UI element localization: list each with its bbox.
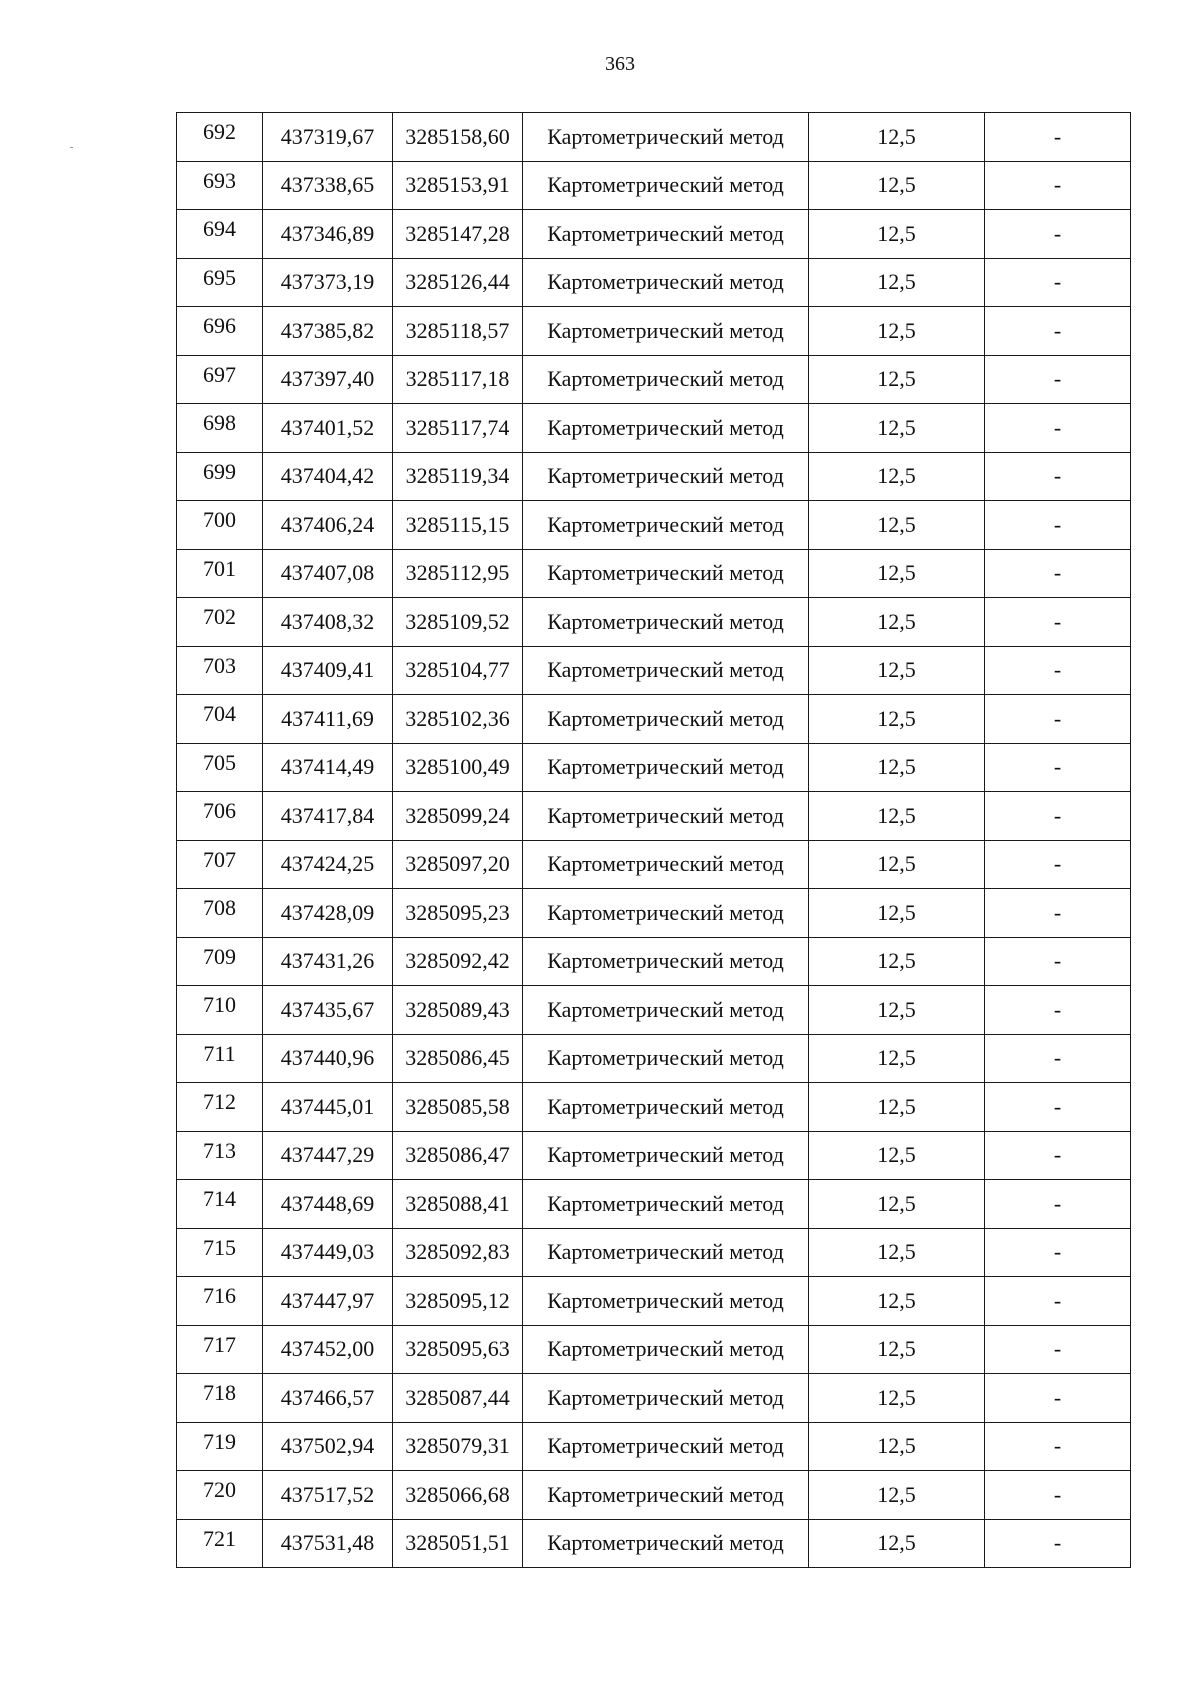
table-row: [177, 161, 1131, 210]
method-cell: Картометрический метод: [523, 743, 809, 792]
accuracy-cell: 12,5: [809, 1374, 985, 1423]
accuracy-cell: 12,5: [809, 404, 985, 453]
x-coordinate-cell: 437502,94: [263, 1422, 393, 1471]
y-coordinate-cell: 3285115,15: [393, 501, 523, 550]
table-row: [177, 840, 1131, 889]
method-cell: Картометрический метод: [523, 937, 809, 986]
y-coordinate-cell: 3285153,91: [393, 161, 523, 210]
x-coordinate-cell: 437424,25: [263, 840, 393, 889]
table-row: [177, 1471, 1131, 1520]
note-cell: -: [985, 598, 1131, 647]
accuracy-cell: 12,5: [809, 549, 985, 598]
table-row: [177, 889, 1131, 938]
x-coordinate-cell: 437431,26: [263, 937, 393, 986]
table-row: [177, 113, 1131, 162]
x-coordinate-cell: 437411,69: [263, 695, 393, 744]
x-coordinate-cell: 437338,65: [263, 161, 393, 210]
note-cell: -: [985, 307, 1131, 356]
page-number: 363: [605, 53, 635, 75]
accuracy-cell: 12,5: [809, 743, 985, 792]
x-coordinate-cell: 437385,82: [263, 307, 393, 356]
method-cell: Картометрический метод: [523, 1034, 809, 1083]
note-cell: -: [985, 889, 1131, 938]
note-cell: -: [985, 695, 1131, 744]
accuracy-cell: 12,5: [809, 598, 985, 647]
table-row: [177, 937, 1131, 986]
accuracy-cell: 12,5: [809, 210, 985, 259]
table-row: [177, 501, 1131, 550]
method-cell: Картометрический метод: [523, 1519, 809, 1568]
point-number-cell: 718: [177, 1374, 263, 1423]
table-row: [177, 549, 1131, 598]
table-row: [177, 1034, 1131, 1083]
table-row: [177, 1325, 1131, 1374]
method-cell: Картометрический метод: [523, 1083, 809, 1132]
x-coordinate-cell: 437452,00: [263, 1325, 393, 1374]
point-number-cell: 711: [177, 1034, 263, 1083]
note-cell: -: [985, 1471, 1131, 1520]
x-coordinate-cell: 437447,29: [263, 1131, 393, 1180]
method-cell: Картометрический метод: [523, 113, 809, 162]
x-coordinate-cell: 437406,24: [263, 501, 393, 550]
x-coordinate-cell: 437517,52: [263, 1471, 393, 1520]
y-coordinate-cell: 3285112,95: [393, 549, 523, 598]
table-row: [177, 792, 1131, 841]
accuracy-cell: 12,5: [809, 113, 985, 162]
table-row: [177, 258, 1131, 307]
method-cell: Картометрический метод: [523, 1180, 809, 1229]
method-cell: Картометрический метод: [523, 307, 809, 356]
y-coordinate-cell: 3285126,44: [393, 258, 523, 307]
note-cell: -: [985, 840, 1131, 889]
note-cell: -: [985, 743, 1131, 792]
accuracy-cell: 12,5: [809, 1519, 985, 1568]
x-coordinate-cell: 437401,52: [263, 404, 393, 453]
point-number-cell: 714: [177, 1180, 263, 1229]
accuracy-cell: 12,5: [809, 1471, 985, 1520]
point-number-cell: 692: [177, 113, 263, 162]
table-row: [177, 1228, 1131, 1277]
table-row: [177, 210, 1131, 259]
point-number-cell: 706: [177, 792, 263, 841]
method-cell: Картометрический метод: [523, 792, 809, 841]
note-cell: -: [985, 646, 1131, 695]
point-number-cell: 715: [177, 1228, 263, 1277]
y-coordinate-cell: 3285066,68: [393, 1471, 523, 1520]
method-cell: Картометрический метод: [523, 1228, 809, 1277]
accuracy-cell: 12,5: [809, 501, 985, 550]
point-number-cell: 705: [177, 743, 263, 792]
table-row: [177, 1131, 1131, 1180]
table-row: [177, 452, 1131, 501]
y-coordinate-cell: 3285087,44: [393, 1374, 523, 1423]
note-cell: -: [985, 986, 1131, 1035]
note-cell: -: [985, 549, 1131, 598]
method-cell: Картометрический метод: [523, 501, 809, 550]
x-coordinate-cell: 437373,19: [263, 258, 393, 307]
y-coordinate-cell: 3285119,34: [393, 452, 523, 501]
x-coordinate-cell: 437435,67: [263, 986, 393, 1035]
method-cell: Картометрический метод: [523, 695, 809, 744]
point-number-cell: 694: [177, 210, 263, 259]
y-coordinate-cell: 3285109,52: [393, 598, 523, 647]
note-cell: -: [985, 161, 1131, 210]
y-coordinate-cell: 3285092,83: [393, 1228, 523, 1277]
note-cell: -: [985, 210, 1131, 259]
method-cell: Картометрический метод: [523, 1277, 809, 1326]
table-row: [177, 1277, 1131, 1326]
accuracy-cell: 12,5: [809, 1277, 985, 1326]
accuracy-cell: 12,5: [809, 1034, 985, 1083]
x-coordinate-cell: 437428,09: [263, 889, 393, 938]
note-cell: -: [985, 1519, 1131, 1568]
y-coordinate-cell: 3285117,18: [393, 355, 523, 404]
y-coordinate-cell: 3285118,57: [393, 307, 523, 356]
note-cell: -: [985, 1083, 1131, 1132]
table-row: [177, 743, 1131, 792]
coordinates-table: [176, 112, 1131, 1568]
point-number-cell: 697: [177, 355, 263, 404]
method-cell: Картометрический метод: [523, 355, 809, 404]
note-cell: -: [985, 258, 1131, 307]
method-cell: Картометрический метод: [523, 1422, 809, 1471]
x-coordinate-cell: 437414,49: [263, 743, 393, 792]
table-row: [177, 1519, 1131, 1568]
x-coordinate-cell: 437407,08: [263, 549, 393, 598]
table-row: [177, 646, 1131, 695]
point-number-cell: 720: [177, 1471, 263, 1520]
method-cell: Картометрический метод: [523, 889, 809, 938]
table-row: [177, 1422, 1131, 1471]
accuracy-cell: 12,5: [809, 258, 985, 307]
scan-artifact: [70, 147, 73, 148]
accuracy-cell: 12,5: [809, 355, 985, 404]
accuracy-cell: 12,5: [809, 1083, 985, 1132]
y-coordinate-cell: 3285100,49: [393, 743, 523, 792]
method-cell: Картометрический метод: [523, 1325, 809, 1374]
accuracy-cell: 12,5: [809, 307, 985, 356]
x-coordinate-cell: 437445,01: [263, 1083, 393, 1132]
table-row: [177, 1083, 1131, 1132]
y-coordinate-cell: 3285089,43: [393, 986, 523, 1035]
method-cell: Картометрический метод: [523, 452, 809, 501]
x-coordinate-cell: 437440,96: [263, 1034, 393, 1083]
y-coordinate-cell: 3285079,31: [393, 1422, 523, 1471]
note-cell: -: [985, 1325, 1131, 1374]
point-number-cell: 700: [177, 501, 263, 550]
y-coordinate-cell: 3285092,42: [393, 937, 523, 986]
point-number-cell: 719: [177, 1422, 263, 1471]
method-cell: Картометрический метод: [523, 210, 809, 259]
x-coordinate-cell: 437346,89: [263, 210, 393, 259]
note-cell: -: [985, 1277, 1131, 1326]
table-body: [177, 113, 1131, 1568]
point-number-cell: 696: [177, 307, 263, 356]
method-cell: Картометрический метод: [523, 404, 809, 453]
note-cell: -: [985, 1374, 1131, 1423]
y-coordinate-cell: 3285088,41: [393, 1180, 523, 1229]
y-coordinate-cell: 3285095,63: [393, 1325, 523, 1374]
y-coordinate-cell: 3285102,36: [393, 695, 523, 744]
accuracy-cell: 12,5: [809, 161, 985, 210]
note-cell: -: [985, 452, 1131, 501]
method-cell: Картометрический метод: [523, 646, 809, 695]
method-cell: Картометрический метод: [523, 1131, 809, 1180]
y-coordinate-cell: 3285117,74: [393, 404, 523, 453]
x-coordinate-cell: 437417,84: [263, 792, 393, 841]
method-cell: Картометрический метод: [523, 1471, 809, 1520]
method-cell: Картометрический метод: [523, 598, 809, 647]
accuracy-cell: 12,5: [809, 986, 985, 1035]
y-coordinate-cell: 3285095,12: [393, 1277, 523, 1326]
x-coordinate-cell: 437466,57: [263, 1374, 393, 1423]
accuracy-cell: 12,5: [809, 1131, 985, 1180]
y-coordinate-cell: 3285099,24: [393, 792, 523, 841]
y-coordinate-cell: 3285104,77: [393, 646, 523, 695]
note-cell: -: [985, 1228, 1131, 1277]
method-cell: Картометрический метод: [523, 840, 809, 889]
note-cell: -: [985, 1131, 1131, 1180]
note-cell: -: [985, 1034, 1131, 1083]
point-number-cell: 707: [177, 840, 263, 889]
method-cell: Картометрический метод: [523, 1374, 809, 1423]
accuracy-cell: 12,5: [809, 1180, 985, 1229]
y-coordinate-cell: 3285095,23: [393, 889, 523, 938]
x-coordinate-cell: 437397,40: [263, 355, 393, 404]
accuracy-cell: 12,5: [809, 840, 985, 889]
y-coordinate-cell: 3285051,51: [393, 1519, 523, 1568]
y-coordinate-cell: 3285086,47: [393, 1131, 523, 1180]
y-coordinate-cell: 3285158,60: [393, 113, 523, 162]
accuracy-cell: 12,5: [809, 1325, 985, 1374]
point-number-cell: 701: [177, 549, 263, 598]
point-number-cell: 693: [177, 161, 263, 210]
x-coordinate-cell: 437449,03: [263, 1228, 393, 1277]
table-row: [177, 695, 1131, 744]
point-number-cell: 709: [177, 937, 263, 986]
accuracy-cell: 12,5: [809, 1422, 985, 1471]
x-coordinate-cell: 437448,69: [263, 1180, 393, 1229]
point-number-cell: 695: [177, 258, 263, 307]
y-coordinate-cell: 3285086,45: [393, 1034, 523, 1083]
note-cell: -: [985, 937, 1131, 986]
point-number-cell: 703: [177, 646, 263, 695]
y-coordinate-cell: 3285147,28: [393, 210, 523, 259]
method-cell: Картометрический метод: [523, 258, 809, 307]
x-coordinate-cell: 437408,32: [263, 598, 393, 647]
point-number-cell: 708: [177, 889, 263, 938]
note-cell: -: [985, 501, 1131, 550]
point-number-cell: 712: [177, 1083, 263, 1132]
x-coordinate-cell: 437531,48: [263, 1519, 393, 1568]
table-row: [177, 1374, 1131, 1423]
table-row: [177, 598, 1131, 647]
point-number-cell: 713: [177, 1131, 263, 1180]
method-cell: Картометрический метод: [523, 549, 809, 598]
table-row: [177, 307, 1131, 356]
accuracy-cell: 12,5: [809, 1228, 985, 1277]
point-number-cell: 704: [177, 695, 263, 744]
accuracy-cell: 12,5: [809, 937, 985, 986]
note-cell: -: [985, 404, 1131, 453]
note-cell: -: [985, 355, 1131, 404]
accuracy-cell: 12,5: [809, 695, 985, 744]
table-row: [177, 986, 1131, 1035]
accuracy-cell: 12,5: [809, 792, 985, 841]
table-row: [177, 404, 1131, 453]
accuracy-cell: 12,5: [809, 646, 985, 695]
accuracy-cell: 12,5: [809, 889, 985, 938]
note-cell: -: [985, 1422, 1131, 1471]
method-cell: Картометрический метод: [523, 161, 809, 210]
point-number-cell: 716: [177, 1277, 263, 1326]
table-row: [177, 1180, 1131, 1229]
point-number-cell: 699: [177, 452, 263, 501]
point-number-cell: 702: [177, 598, 263, 647]
point-number-cell: 698: [177, 404, 263, 453]
y-coordinate-cell: 3285097,20: [393, 840, 523, 889]
method-cell: Картометрический метод: [523, 986, 809, 1035]
table-row: [177, 355, 1131, 404]
note-cell: -: [985, 1180, 1131, 1229]
x-coordinate-cell: 437409,41: [263, 646, 393, 695]
x-coordinate-cell: 437404,42: [263, 452, 393, 501]
x-coordinate-cell: 437447,97: [263, 1277, 393, 1326]
point-number-cell: 710: [177, 986, 263, 1035]
note-cell: -: [985, 792, 1131, 841]
x-coordinate-cell: 437319,67: [263, 113, 393, 162]
accuracy-cell: 12,5: [809, 452, 985, 501]
note-cell: -: [985, 113, 1131, 162]
point-number-cell: 717: [177, 1325, 263, 1374]
point-number-cell: 721: [177, 1519, 263, 1568]
y-coordinate-cell: 3285085,58: [393, 1083, 523, 1132]
